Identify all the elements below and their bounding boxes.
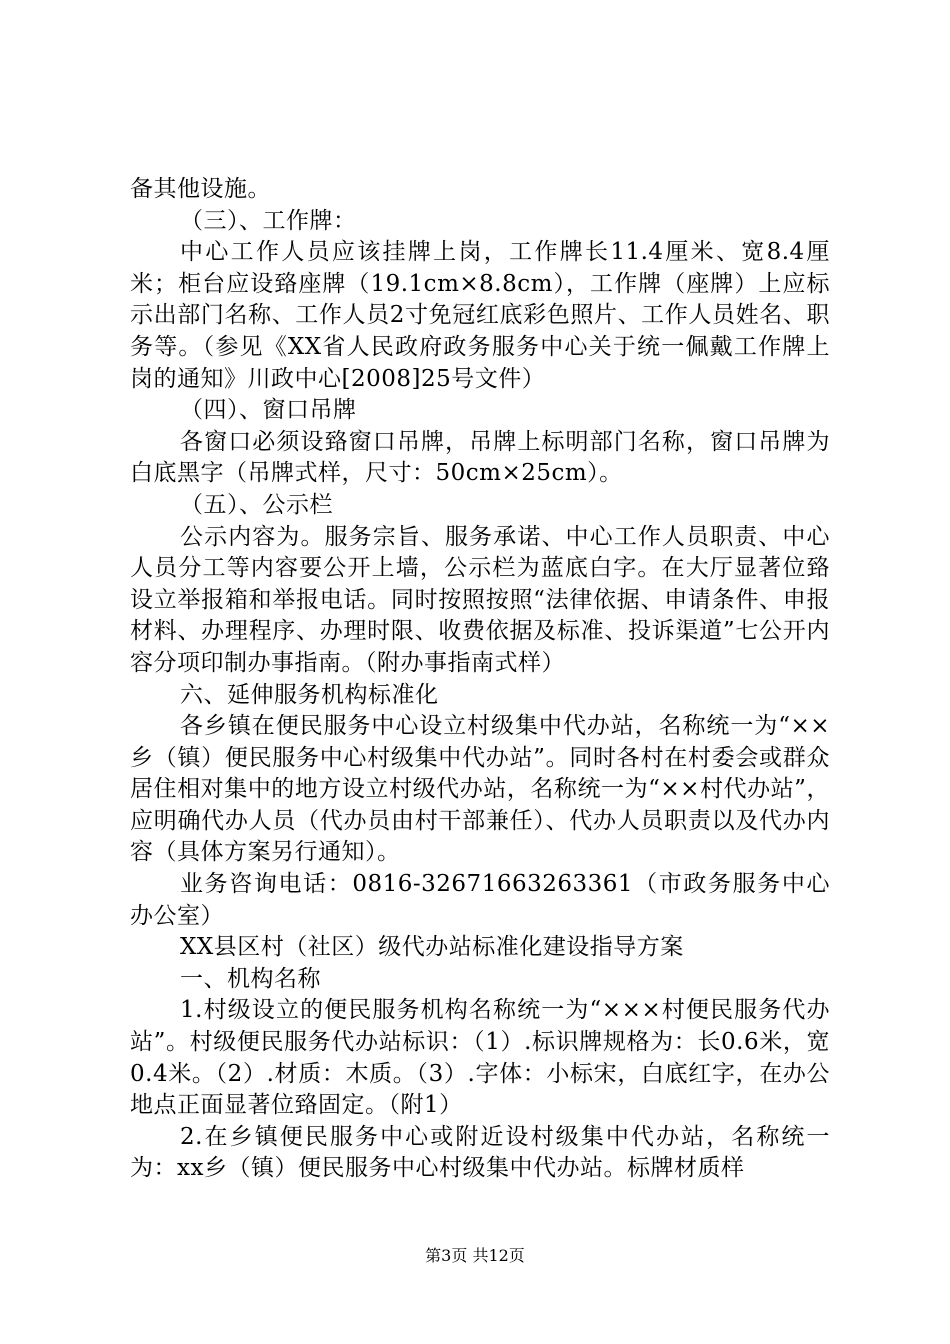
page-footer: 第3页 共12页 — [425, 1246, 525, 1265]
body-paragraph: 2.在乡镇便民服务中心或附近设村级集中代办站，名称统一为：xx乡（镇）便民服务中心村级集中代办站。标牌材质样 — [130, 1123, 830, 1182]
section-heading: （五）、公示栏 — [180, 491, 333, 518]
body-paragraph: 1.村级设立的便民服务机构名称统一为“×××村便民服务代办站”。村级便民服务代办站标识：（1）.标识牌规格为：长0.6米，宽0.4米。（2）.材质：木质。（3）.字体：小标宋，白底红字，在办公地点正面显著位臵固定。（附1） — [130, 997, 830, 1119]
body-paragraph: 中心工作人员应该挂牌上岗，工作牌长11.4厘米、宽8.4厘米；柜台应设臵座牌（19.1cm×8.8cm），工作牌（座牌）上应标示出部门名称、工作人员2寸免冠红底彩色照片、工作人员姓名、职务等。（参见《XX省人民政府政务服务中心关于统一佩戴工作牌上岗的通知》川政中心[2008]25号文件） — [130, 239, 830, 392]
document-body — [130, 174, 830, 1185]
body-paragraph: XX县区村（社区）级代办站标准化建设指导方案 — [180, 934, 684, 961]
body-paragraph: 六、延伸服务机构标准化 — [180, 681, 439, 708]
body-paragraph: 各窗口必须设臵窗口吊牌，吊牌上标明部门名称，窗口吊牌为白底黑字（吊牌式样，尺寸：50cm×25cm）。 — [130, 428, 830, 487]
body-paragraph: 公示内容为。服务宗旨、服务承诺、中心工作人员职责、中心人员分工等内容要公开上墙，公示栏为蓝底白字。在大厅显著位臵设立举报箱和举报电话。同时按照按照“法律依据、申请条件、申报材料、办理程序、办理时限、收费依据及标准、投诉渠道”七公开内容分项印制办事指南。（附办事指南式样） — [130, 523, 830, 676]
body-paragraph: 业务咨询电话：0816-32671663263361（市政务服务中心办公室） — [130, 871, 830, 929]
section-heading: （三）、工作牌： — [180, 207, 357, 234]
section-heading: （四）、窗口吊牌 — [180, 397, 357, 424]
body-paragraph: 一、机构名称 — [180, 965, 321, 992]
body-paragraph: 备其他设施。 — [130, 176, 271, 202]
body-paragraph: 各乡镇在便民服务中心设立村级集中代办站，名称统一为“××乡（镇）便民服务中心村级集中代办站”。同时各村在村委会或群众居住相对集中的地方设立村级代办站，名称统一为“××村代办站”，应明确代办人员（代办员由村干部兼任）、代办人员职责以及代办内容（具体方案另行通知）。 — [130, 713, 830, 866]
